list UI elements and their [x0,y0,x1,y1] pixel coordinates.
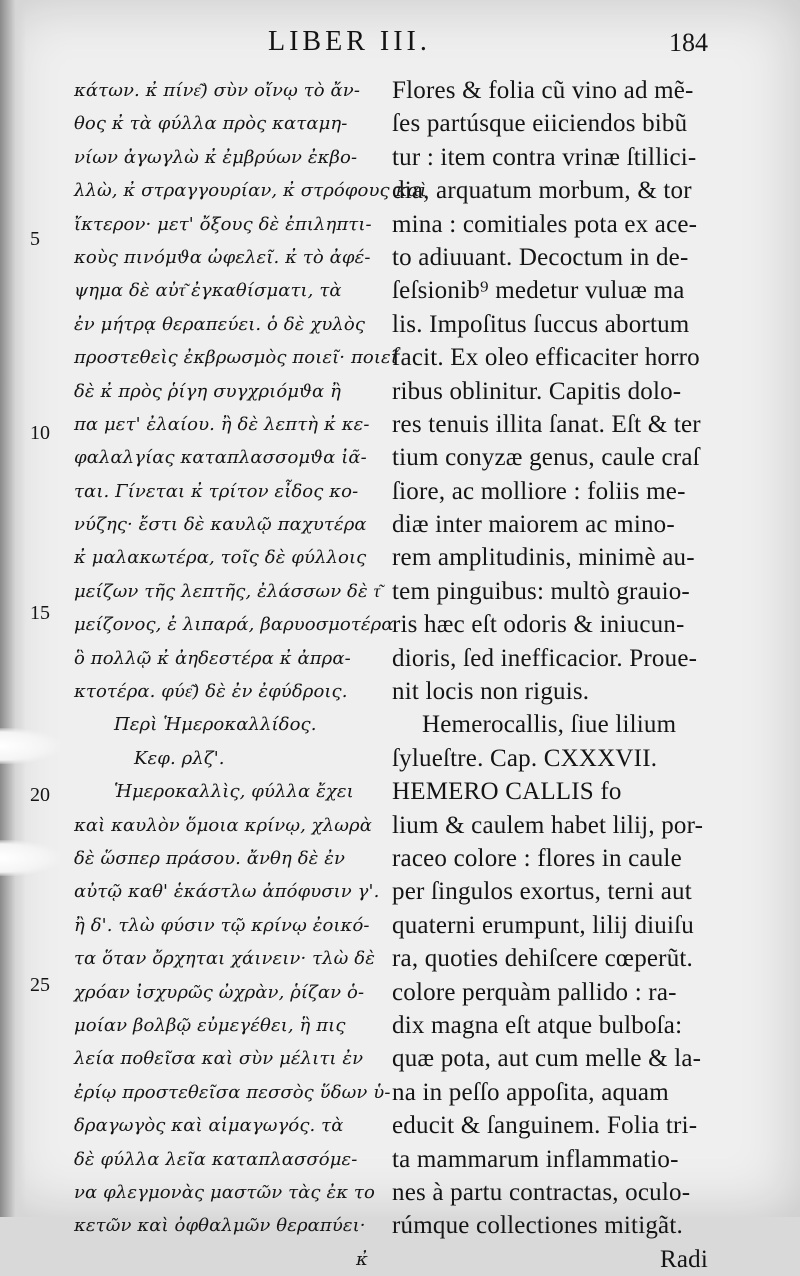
latin-line: nes à partu contractas, oculo- [392,1178,691,1206]
greek-line: κ̓ μαλακωτέρα, τοῖς δὲ φύλλοις [74,547,367,569]
latin-line: rúmque collectiones mitigãt. [392,1212,683,1240]
greek-line: δὲ ὥσπερ πράσου. ἄνθη δὲ ἐν [74,847,346,869]
latin-line: ra, quoties dehiſcere cœperũt. [392,945,694,973]
latin-line: ſes partúsque eiiciendos bibũ [392,110,688,138]
latin-line: na in peſſo appoſita, aquam [392,1078,669,1106]
greek-line: μοίαν βολβῷ εὐμεγέθει, ἣ πις [74,1014,346,1036]
latin-line: diæ inter maiorem ac mino- [392,511,675,539]
greek-line: θος κ̓ τὰ φύλλα πρὸς καταμη- [74,113,348,135]
greek-line: κτοτέρα. φύε͂) δὲ ἐν ἐφύδροις. [74,681,348,703]
latin-line: mina : comitiales pota ex ace- [392,210,698,238]
greek-line: αὐτῷ καθ' ἑκάστλω ἀπόφυσιν γ'. [74,881,380,903]
greek-line: πα μετ' ἐλαίου. ἢ δὲ λεπτὴ κ̓ κε- [74,413,370,435]
greek-line: κετῶν καὶ ὀφθαλμῶν θεραπύει· [74,1215,366,1237]
latin-line: ribus oblinitur. Capitis dolo- [392,377,682,405]
latin-line: ta mammarum inflammatio- [392,1145,679,1173]
latin-line: ſiore, ac molliore : foliis me- [392,477,686,505]
greek-line: Ἡμεροκαλλὶς, φύλλα ἔχει [114,781,354,803]
latin-line: ſeſsionib⁹ medetur vuluæ ma [392,277,685,305]
latin-line: dix magna eſt atque bulboſa: [392,1011,683,1039]
running-head: LIBER III. [268,26,431,57]
greek-line: ἐν μήτρᾳ θεραπεύει. ὁ δὲ χυλὸς [74,313,365,335]
line-number: 15 [30,602,50,624]
binding-shadow [0,0,26,1217]
latin-line: dia, arquatum morbum, & tor [392,177,692,205]
latin-line: res tenuis illita ſanat. Eſt & ter [392,410,701,438]
greek-line: ἴκτερον· μετ' ὄξους δὲ ἐπιληπτι- [74,213,372,235]
greek-line: δραγωγὸς καὶ αἱμαγωγός. τὰ [74,1115,344,1137]
latin-catchword: Radi [659,1245,708,1273]
latin-line: nit locis non riguis. [392,678,590,706]
greek-line: κάτων. κ̓ πίνε͂) σὺν οἴνῳ τὸ ἄν- [74,80,360,101]
greek-line: λλὼ, κ̓ στραγγουρίαν, κ̓ στρόφους καὶ [74,180,427,202]
latin-column [392,74,722,1276]
greek-line: μείζων τῆς λεπτῆς, ἐλάσσων δὲ τ͂ [74,580,381,602]
latin-line: dioris, ſed inefficacior. Proue- [392,644,698,672]
latin-line: to adiuuant. Decoctum in de- [392,243,689,271]
greek-line: ὃ πολλῷ κ̓ ἀηδεστέρα κ̓ ἀπρα- [74,647,351,669]
latin-line: raceo colore : flores in caule [392,844,682,872]
greek-line: ἢ δ'. τλὼ φύσιν τῷ κρίνῳ ἐοικό- [74,914,370,936]
greek-line: φαλαλγίας καταπλασσομϑα ἰᾶ- [74,447,367,469]
latin-line: ris hæc eſt odoris & iniucun- [392,611,685,639]
greek-line: καὶ καυλὸν ὅμοια κρίνῳ, χλωρὰ [74,814,372,836]
latin-line: HEMERO CALLIS fo [392,778,622,806]
greek-catchword: κ̓ [356,1248,368,1270]
page-number: 184 [669,28,708,57]
greek-line: να φλεγμονὰς μαστῶν τὰς ἐκ το [74,1181,375,1203]
line-number: 10 [30,422,50,444]
latin-line: quæ pota, aut cum melle & la- [392,1045,702,1073]
greek-line: δὲ κ̓ πρὸς ῥίγη συγχριόμϑα ἢ [74,380,341,402]
latin-line: rem amplitudinis, minimè au- [392,544,695,572]
page-header [0,26,800,66]
latin-line: quaterni erumpunt, lilij diuiſu [392,911,694,939]
greek-line: ται. Γίνεται κ̓ τρίτον εἶδος κο- [74,480,359,502]
paper-damage [0,728,60,764]
latin-line: facit. Ex oleo efficaciter horro [392,344,700,372]
greek-line: λεία ποθεῖσα καὶ σὺν μέλιτι ἐν [74,1048,364,1070]
latin-line: tium conyzæ genus, caule craſ [392,444,700,472]
line-number: 25 [30,974,50,996]
latin-chapter-heading: Hemerocallis, ſiue lilium [422,711,677,739]
paper-damage [0,840,60,876]
greek-line: νίων ἀγωγλὼ κ̓ ἐμβρύων ἐκβο- [74,146,358,168]
line-number: 20 [30,784,50,806]
greek-chapter-heading: Περὶ Ἡμεροκαλλίδος. [114,714,317,736]
latin-line: per ſingulos exortus, terni aut [392,878,692,906]
latin-line: Flores & folia cũ vino ad mẽ- [392,77,694,104]
latin-chapter-number: ſylueſtre. Cap. CXXXVII. [392,744,658,772]
latin-line: tur : item contra vrinæ ſtillici- [392,143,697,171]
latin-line: educit & ſanguinem. Folia tri- [392,1112,698,1140]
greek-line: δὲ φύλλα λεῖα καταπλασσόμε- [74,1148,358,1170]
latin-line: tem pinguibus: multò grauio- [392,577,690,605]
greek-column [74,74,427,1276]
greek-chapter-number: Κεφ. ρλζ'. [134,747,225,769]
greek-line: νύζης· ἔστι δὲ καυλῷ παχυτέρα [74,514,367,536]
greek-line: κοὺς πινόμϑα ὠφελεῖ. κ̓ τὸ ἀφέ- [74,246,371,268]
greek-line: μείζονος, ἐ λιπαρά, βαρυοσμοτέρα [74,614,394,636]
latin-line: lis. Impoſitus ſuccus abortum [392,310,690,338]
line-number: 5 [30,228,40,250]
greek-line: ἐρίῳ προστεθεῖσα πεσσὸς ὕδων ὑ- [74,1081,391,1103]
greek-line: τα ὅταν ὄρχηται χάινειν· τλὼ δὲ [74,948,375,970]
greek-line: προστεθεὶς ἐκβρωσμὸς ποιεῖ· ποιεῖ [74,347,398,369]
latin-line: lium & caulem habet lilij, por- [392,811,704,839]
greek-line: ψημα δὲ αὐτ͂ ἐγκαθίσματι, τὰ [74,280,342,302]
latin-line: colore perquàm pallido : ra- [392,978,677,1006]
greek-line: χρόαν ἰσχυρῶς ὠχρὰν, ῥίζαν ὁ- [74,981,365,1003]
